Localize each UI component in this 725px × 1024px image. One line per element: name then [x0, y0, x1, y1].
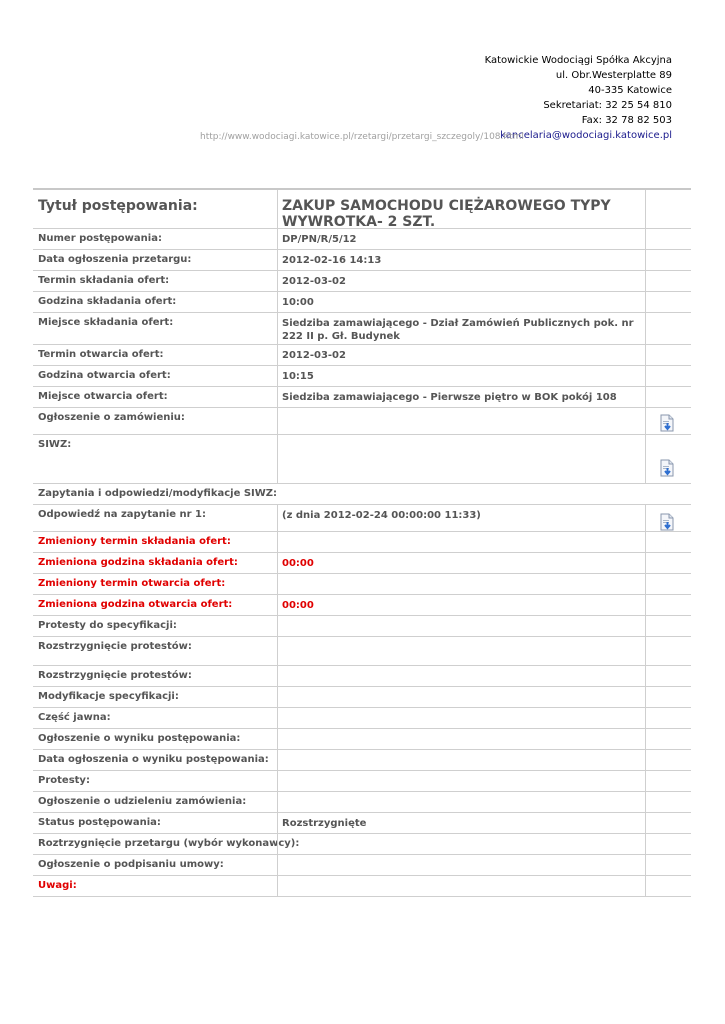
row-value: (z dnia 2012-02-24 00:00:00 11:33): [282, 510, 481, 521]
title-row: [33, 188, 691, 229]
table-row: [33, 616, 691, 637]
row-label: Zmieniony termin składania ofert:: [38, 536, 231, 547]
table-row: [33, 366, 691, 387]
company-name: Katowickie Wodociągi Spółka Akcyjna: [484, 55, 672, 66]
company-fax: Fax: 32 78 82 503: [581, 115, 672, 126]
table-row: [33, 792, 691, 813]
row-label: Data ogłoszenia przetargu:: [38, 254, 192, 265]
row-label: Data ogłoszenia o wyniku postępowania:: [38, 754, 269, 765]
row-label: Status postępowania:: [38, 817, 161, 828]
row-value: Rozstrzygnięte: [282, 818, 367, 829]
table-row: [33, 708, 691, 729]
row-label: Zmieniona godzina otwarcia ofert:: [38, 599, 233, 610]
row-label: Ogłoszenie o wyniku postępowania:: [38, 733, 241, 744]
row-value: Siedziba zamawiającego - Pierwsze piętro w BOK pokój 108: [282, 392, 617, 403]
row-value: 10:15: [282, 371, 314, 382]
download-file-icon[interactable]: [659, 513, 675, 531]
table-row: [33, 229, 691, 250]
table-row: [33, 553, 691, 574]
table-row: [33, 313, 691, 345]
table-row: [33, 834, 691, 855]
row-label: Godzina składania ofert:: [38, 296, 177, 307]
download-file-icon[interactable]: [659, 414, 675, 432]
row-value: Siedziba zamawiającego - Dział Zamówień Publicznych pok. nr 222 II p. Gł. Budynek: [282, 318, 634, 342]
row-label: Rozstrzygnięcie protestów:: [38, 641, 192, 652]
table-row: [33, 595, 691, 616]
row-label: Rozstrzygnięcie protestów:: [38, 670, 192, 681]
row-label: Numer postępowania:: [38, 233, 162, 244]
page-url: http://www.wodociagi.katowice.pl/rzetargi/przetargi_szczegoly/108.html: [200, 132, 524, 142]
row-label: Miejsce składania ofert:: [38, 317, 174, 328]
company-secretariat: Sekretariat: 32 25 54 810: [543, 100, 672, 111]
row-value: 2012-03-02: [282, 276, 346, 287]
title-value: ZAKUP SAMOCHODU CIĘŻAROWEGO TYPY WYWROTKA- 2 SZT.: [282, 198, 611, 230]
company-header: [485, 53, 672, 143]
row-label: Miejsce otwarcia ofert:: [38, 391, 168, 402]
table-row: [33, 876, 691, 897]
row-label: Roztrzygnięcie przetargu (wybór wykonawcy):: [38, 838, 300, 849]
row-label: Ogłoszenie o podpisaniu umowy:: [38, 859, 224, 870]
table-row: [33, 292, 691, 313]
company-street: ul. Obr.Westerplatte 89: [555, 70, 672, 81]
company-email-link[interactable]: kancelaria@wodociagi.katowice.pl: [500, 130, 672, 141]
row-label: Część jawna:: [38, 712, 111, 723]
row-label: Odpowiedź na zapytanie nr 1:: [38, 509, 207, 520]
table-row: [33, 813, 691, 834]
table-row: [33, 532, 691, 553]
row-label: Zmieniona godzina składania ofert:: [38, 557, 238, 568]
row-label: SIWZ:: [38, 439, 72, 450]
table-row: [33, 687, 691, 708]
row-label: Zmieniony termin otwarcia ofert:: [38, 578, 226, 589]
row-label: Zapytania i odpowiedzi/modyfikacje SIWZ:: [38, 488, 278, 499]
row-value: 10:00: [282, 297, 314, 308]
title-label: Tytuł postępowania:: [38, 198, 198, 214]
table-row: [33, 387, 691, 408]
row-label: Ogłoszenie o zamówieniu:: [38, 412, 185, 423]
row-value: 00:00: [282, 600, 314, 611]
table-row: [33, 250, 691, 271]
row-label: Protesty:: [38, 775, 90, 786]
table-row: [33, 729, 691, 750]
table-row: [33, 271, 691, 292]
table-row: [33, 435, 691, 484]
row-value: 00:00: [282, 558, 314, 569]
table-row: [33, 574, 691, 595]
table-row: [33, 771, 691, 792]
row-label: Termin otwarcia ofert:: [38, 349, 164, 360]
row-label: Modyfikacje specyfikacji:: [38, 691, 179, 702]
table-row: [33, 484, 691, 505]
row-label: Ogłoszenie o udzieleniu zamówienia:: [38, 796, 247, 807]
company-city: 40-335 Katowice: [588, 85, 672, 96]
tender-details-table: [33, 188, 691, 897]
row-label: Godzina otwarcia ofert:: [38, 370, 171, 381]
row-value: 2012-02-16 14:13: [282, 255, 382, 266]
table-row: [33, 855, 691, 876]
table-row: [33, 637, 691, 666]
download-file-icon[interactable]: [659, 459, 675, 477]
table-row: [33, 345, 691, 366]
table-row: [33, 408, 691, 435]
row-label: Termin składania ofert:: [38, 275, 170, 286]
row-value: 2012-03-02: [282, 350, 346, 361]
table-row: [33, 505, 691, 532]
table-row: [33, 666, 691, 687]
row-label: Protesty do specyfikacji:: [38, 620, 177, 631]
row-value: DP/PN/R/5/12: [282, 234, 357, 245]
row-label: Uwagi:: [38, 880, 77, 891]
table-row: [33, 750, 691, 771]
